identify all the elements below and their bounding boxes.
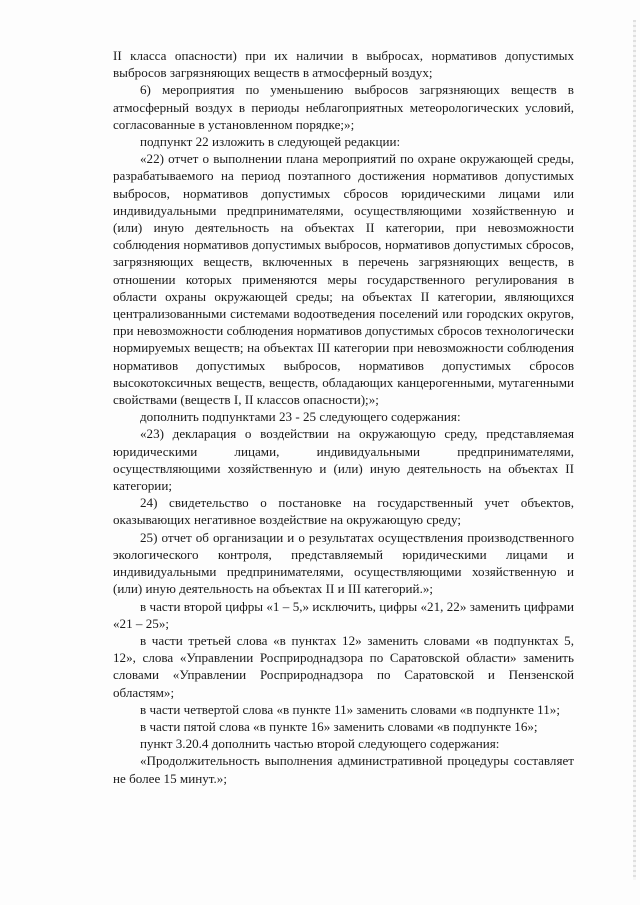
paragraph: «23) декларация о воздействии на окружающую среду, представляемая юридическими лицами, индивидуальными предпринимателями, осуществляющими хозяйственную и (или) иную деятельность на объектах II категории; — [113, 426, 574, 494]
scan-edge — [633, 20, 636, 880]
paragraph: 6) мероприятия по уменьшению выбросов загрязняющих веществ в атмосферный воздух в периоды неблагоприятных метеорологических условий, согласованные в установленном порядке;»; — [113, 82, 574, 132]
paragraph: подпункт 22 изложить в следующей редакции: — [140, 134, 401, 150]
paragraph: дополнить подпунктами 23 - 25 следующего содержания: — [140, 409, 461, 425]
paragraph: 24) свидетельство о постановке на государственный учет объектов, оказывающих негативное воздействие на окружающую среду; — [113, 495, 574, 528]
paragraph: в части четвертой слова «в пункте 11» заменить словами «в подпункте 11»; — [140, 701, 560, 717]
paragraph: пункт 3.20.4 дополнить частью второй следующего содержания: — [140, 736, 500, 752]
paragraph: в части третьей слова «в пунктах 12» заменить словами «в подпунктах 5, 12», слова «Управлении Росприроднадзора по Саратовской области» заменить словами «Управлении Росприроднадзора по Саратовской и Пензенской областям»; — [113, 632, 574, 700]
paragraph: 25) отчет об организации и о результатах осуществления производственного экологического контроля, представляемый юридическими лицами и индивидуальными предпринимателями, осуществляющими хозяйственную и (или) иную деятельность на объектах II и III категорий.»; — [113, 529, 574, 597]
paragraph: «Продолжительность выполнения административной процедуры составляет не более 15 минут.»; — [113, 753, 574, 786]
paragraph: в части второй цифры «1 – 5,» исключить, цифры «21, 22» заменить цифрами «21 – 25»; — [113, 598, 574, 631]
document-body — [113, 47, 574, 787]
paragraph: II класса опасности) при их наличии в выбросах, нормативов допустимых выбросов загрязняющих веществ в атмосферный воздух; — [113, 48, 574, 81]
paragraph: «22) отчет о выполнении плана мероприятий по охране окружающей среды, разрабатываемого на период поэтапного достижения нормативов допустимых выбросов, нормативов допустимых сбросов юридическими лицами или индивидуальными предпринимателями, осуществляющими хозяйственную и (или) иную деятельность на объектах II категории, при невозможности соблюдения нормативов допустимых выбросов, нормативов допустимых сбросов, загрязняющих веществ, включенных в перечень загрязняющих веществ, в отношении которых применяются меры государственного регулирования в области охраны окружающей среды; на объектах II категории, являющихся централизованными системами водоотведения поселений или городских округов, при невозможности соблюдения нормативов допустимых сбросов технологически нормируемых веществ; на объектах III категории при невозможности соблюдения нормативов допустимых выбросов, нормативов допустимых сбросов высокотоксичных веществ, веществ, обладающих канцерогенными, мутагенными свойствами (веществ I, II классов опасности);»; — [113, 151, 574, 408]
paragraph: в части пятой слова «в пункте 16» заменить словами «в подпункте 16»; — [140, 718, 538, 734]
